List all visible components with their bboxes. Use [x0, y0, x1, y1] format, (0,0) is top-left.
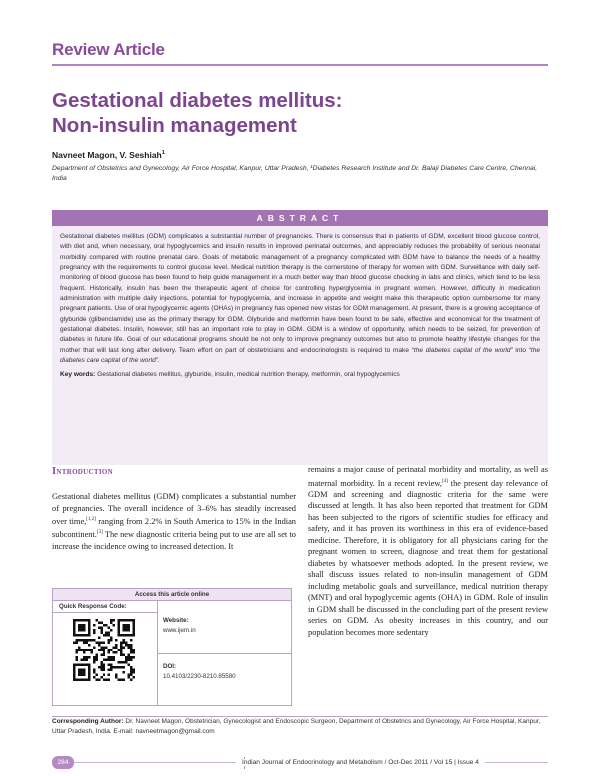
intro-p2-b: the present day relevance of GDM and screening and diagnostic criteria for the same were discussed at length. It has also been reported that treatment for GDM has been subjected to the rigors of scientific studies for efficacy and safety, and it has proven its worthiness in this era of evidence-based medicine. Therefore, it is obligatory for all physicians caring for the pregnant women to screen, diagnose and treat them for gestational diabetes by whatsoever methods adopted. In the present review, we shall discuss issues related to non-insulin management of GDM including metabolic goals and surveillance, medical nutrition therapy (MNT) and oral hypoglycemic agents (OHA) in GDM. Role of insulin in GDM shall be discussed in the concluding part of the present review series on GDM. As obesity increases in this country, and our population becomes more sedentary	[308, 478, 548, 637]
corresponding-text: Dr. Navneet Magon, Obstetrician, Gynecologist and Endoscopic Surgeon, Department of Obstetrics and Gynecology, Air Force Hospital, Kanpur, Uttar Pradesh, India. E-mail: navneetmagon@gmail.com	[52, 718, 541, 735]
intro-p1-c: The new diagnostic criteria being put to use are all set to increase the incidence owing to increased detection. It	[52, 530, 296, 551]
authors	[52, 150, 165, 160]
introduction-paragraph-1	[52, 491, 296, 552]
intro-p1-a: Gestational diabetes mellitus (GDM) complicates a substantial number of pregnancies. The overall incidence of 3–6% has steadily increased over time,	[52, 492, 296, 526]
section-divider	[52, 64, 548, 66]
keywords-label: Key words:	[60, 371, 96, 379]
access-online-box	[52, 588, 292, 706]
doi-label: DOI:	[163, 663, 177, 670]
abstract-quote-2: “the diabetes care capital of the world”	[60, 346, 540, 365]
abstract-into: into	[512, 346, 529, 354]
introduction-paragraph-2	[308, 464, 548, 638]
page-number-badge: 284	[52, 756, 74, 769]
citation-4[interactable]: [4]	[441, 478, 448, 484]
section-label: Review Article	[52, 40, 165, 59]
author-names: Navneet Magon, V. Seshiah	[52, 150, 162, 160]
left-column	[52, 466, 296, 552]
access-heading: Access this article online	[53, 589, 291, 601]
citation-1-2[interactable]: [1,2]	[86, 517, 96, 522]
website-link[interactable]: www.ijem.in	[163, 627, 196, 634]
intro-p2-a: remains a major cause of perinatal morbidity and mortality, as well as maternal morbidity. In a recent review,	[308, 465, 548, 488]
citation-3[interactable]: [3]	[96, 530, 103, 536]
abstract-body: Gestational diabetes mellitus (GDM) complicates a substantial number of pregnancies. There is consensus that in patients of GDM, excellent blood glucose control, with diet and, when necessary, oral hypoglycemics and insulin results in improved perinatal outcomes, and appreciably reduces the probability of serious neonatal morbidity compared with routine prenatal care. Goals of metabolic management of a pregnancy complicated with GDM have to balance the needs of a healthy pregnancy with the requirements to control glucose level. Medical nutrition therapy is the cornerstone of therapy for women with GDM. Surveillance with daily self-monitoring of blood glucose has been found to help guide management in a much better way than blood glucose checking in labs and clinics, which tend to be less frequent. Historically, insulin has been the therapeutic agent of choice for controlling hyperglycemia in pregnant women. However, difficulty in medication administration with multiple daily injections, potential for hypoglycemia, and increase in appetite and weight make this therapeutic option cumbersome for many pregnant patients. Use of oral hypoglycemic agents (OHAs) in pregnancy has opened new vistas for GDM management. At present, there is a growing acceptance of glyburide (glibenclamide) use as the primary therapy for GDM. Glyburide and metformin have been found to be safe, effective and economical for the treatment of gestational diabetes. Insulin, however, still has an important role to play in GDM. GDM is a window of opportunity, which needs to be seized, for prevention of diabetes in future life. Goal of our educational programs should be not only to improve pregnancy outcomes but also to promote healthy lifestyle changes for the mother that will last long after delivery. Team effort on part of obstetricians and endocrinologists is required to make	[60, 233, 540, 354]
qr-code-icon[interactable]	[73, 619, 135, 681]
abstract-box	[52, 210, 548, 465]
corresponding-label: Corresponding Author:	[52, 718, 124, 725]
website-label: Website:	[163, 617, 189, 624]
keywords	[52, 366, 548, 380]
title-line-1: Gestational diabetes mellitus:	[52, 89, 343, 112]
keywords-list: Gestational diabetes mellitus, glyburide, insulin, medical nutrition therapy, metformin, oral hypoglycemics	[95, 371, 400, 379]
abstract-text	[52, 226, 548, 366]
title-line-2: Non-insulin management	[52, 114, 297, 137]
corresponding-author	[52, 717, 548, 736]
doi-link[interactable]: 10.4103/2230-8210.85580	[163, 673, 236, 680]
author-superscript: 1	[161, 150, 165, 157]
intro-p1-b: ranging from 2.2% in South America to 15% in the Indian subcontinent.	[52, 516, 296, 540]
qr-label: Quick Response Code:	[53, 601, 157, 613]
abstract-end: .	[157, 357, 160, 365]
abstract-quote-1: “the diabetes capital of the world”	[411, 346, 513, 354]
affiliation: Department of Obstetrics and Gynecology, Air Force Hospital, Kanpur, Uttar Pradesh, ¹Diabetes Research Institute and Dr. Balaji Diabetes Care Centre, Chennai, India	[52, 165, 538, 182]
journal-citation: Indian Journal of Endocrinology and Metabolism / Oct-Dec 2011 / Vol 15 | Issue 4	[236, 759, 485, 766]
article-title	[52, 88, 548, 138]
introduction-heading: Introduction	[52, 466, 113, 477]
abstract-heading: ABSTRACT	[52, 210, 548, 226]
box-divider-horizontal	[158, 653, 292, 654]
right-column	[308, 464, 548, 638]
